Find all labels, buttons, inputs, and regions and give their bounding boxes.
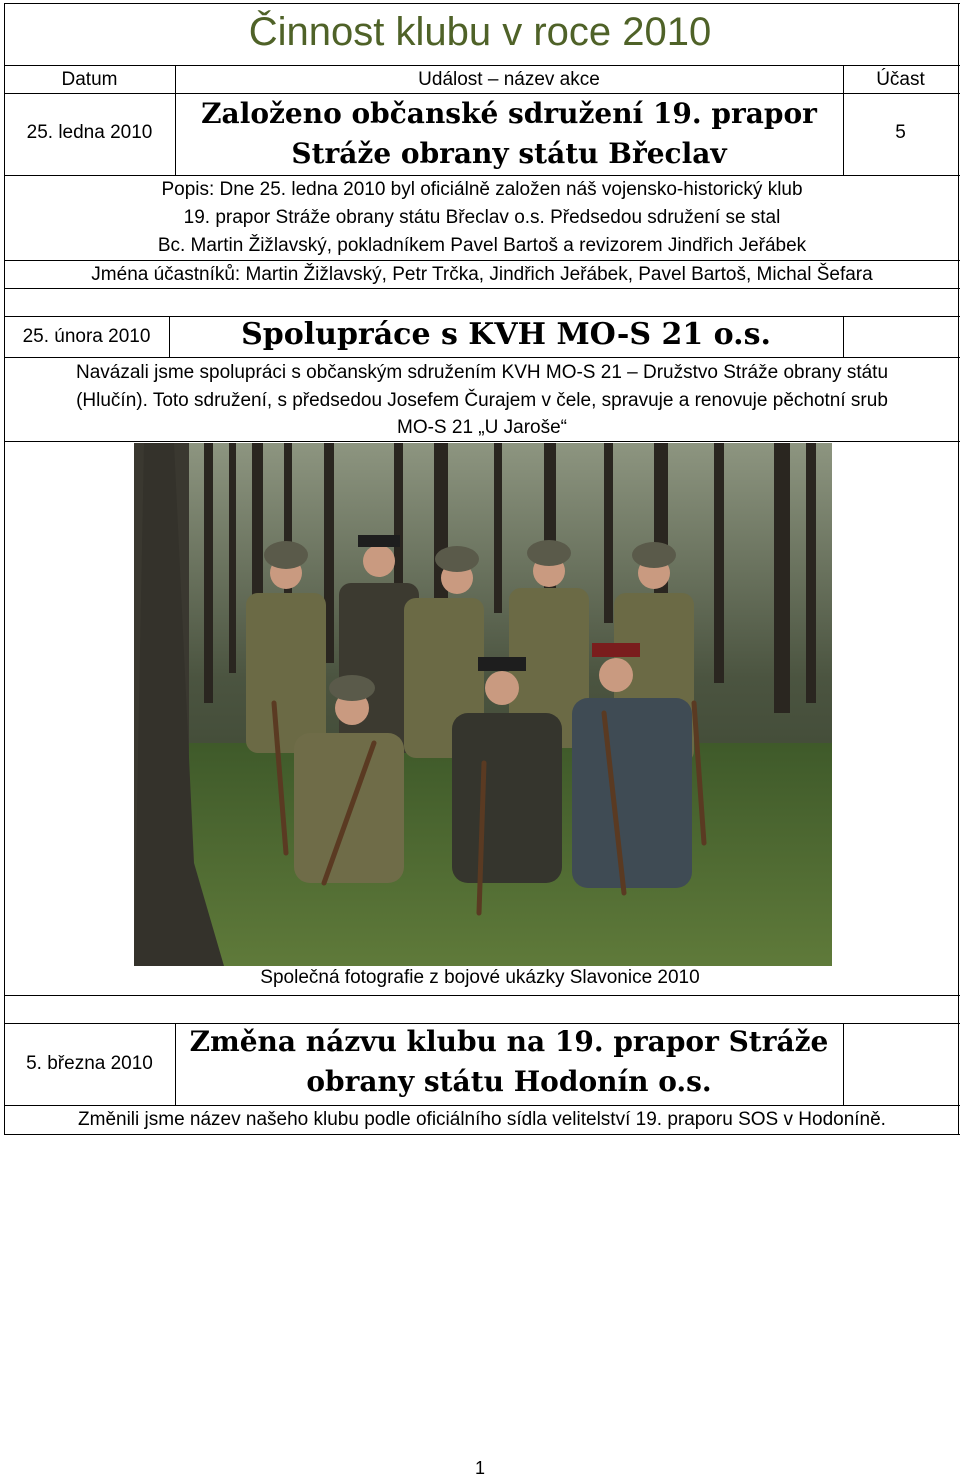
event1-participation: 5 bbox=[895, 122, 906, 143]
table-border-left bbox=[4, 3, 5, 1134]
table-border-bottom bbox=[4, 1134, 960, 1135]
table-border-top bbox=[4, 3, 960, 4]
table-rule bbox=[4, 995, 960, 996]
event2-date: 25. února 2010 bbox=[22, 326, 151, 347]
event2-description-line3: MO-S 21 „U Jaroše“ bbox=[397, 417, 567, 438]
photo-caption: Společná fotografie z bojové ukázky Slavonice 2010 bbox=[260, 967, 700, 988]
column-divider bbox=[843, 316, 844, 357]
event1-participants: Jména účastníků: Martin Žižlavský, Petr Trčka, Jindřich Jeřábek, Pavel Bartoš, Michal Šefara bbox=[91, 264, 873, 285]
header-date: Datum bbox=[61, 69, 118, 90]
column-divider bbox=[843, 1023, 844, 1105]
event2-description-line2: (Hlučín). Toto sdružení, s předsedou Josefem Čurajem v čele, spravuje a renovuje pěchotní srub bbox=[76, 390, 888, 411]
event1-title-line1: Založeno občanské sdružení 19. prapor bbox=[201, 97, 817, 130]
event1-title-line2: Stráže obrany státu Břeclav bbox=[291, 137, 727, 170]
event3-title-line1: Změna názvu klubu na 19. prapor Stráže bbox=[189, 1025, 829, 1058]
event3-date: 5. března 2010 bbox=[26, 1053, 153, 1074]
header-event: Událost – název akce bbox=[418, 69, 600, 90]
event1-description-line1: Popis: Dne 25. ledna 2010 byl oficiálně založen náš vojensko-historický klub bbox=[161, 179, 803, 200]
event1-description-line3: Bc. Martin Žižlavský, pokladníkem Pavel Bartoš a revizorem Jindřich Jeřábek bbox=[157, 235, 807, 256]
header-participation: Účast bbox=[876, 69, 925, 90]
event3-title-line2: obrany státu Hodonín o.s. bbox=[306, 1065, 712, 1098]
table-rule bbox=[4, 357, 960, 358]
event2-title: Spolupráce s KVH MO-S 21 o.s. bbox=[241, 317, 771, 352]
page-number: 1 bbox=[474, 1458, 485, 1478]
event1-description-line2: 19. prapor Stráže obrany státu Břeclav o.s. Předsedou sdružení se stal bbox=[183, 207, 781, 228]
table-border-right bbox=[958, 3, 959, 1134]
event3-description: Změnili jsme název našeho klubu podle oficiálního sídla velitelství 19. praporu SOS v Hodoníně. bbox=[78, 1109, 886, 1130]
page-title: Činnost klubu v roce 2010 bbox=[248, 10, 712, 54]
group-photo bbox=[134, 443, 832, 966]
soldiers-front-row bbox=[294, 643, 692, 888]
event2-description-line1: Navázali jsme spolupráci s občanským sdružením KVH MO-S 21 – Družstvo Stráže obrany státu bbox=[75, 362, 889, 383]
event1-date: 25. ledna 2010 bbox=[26, 122, 153, 143]
